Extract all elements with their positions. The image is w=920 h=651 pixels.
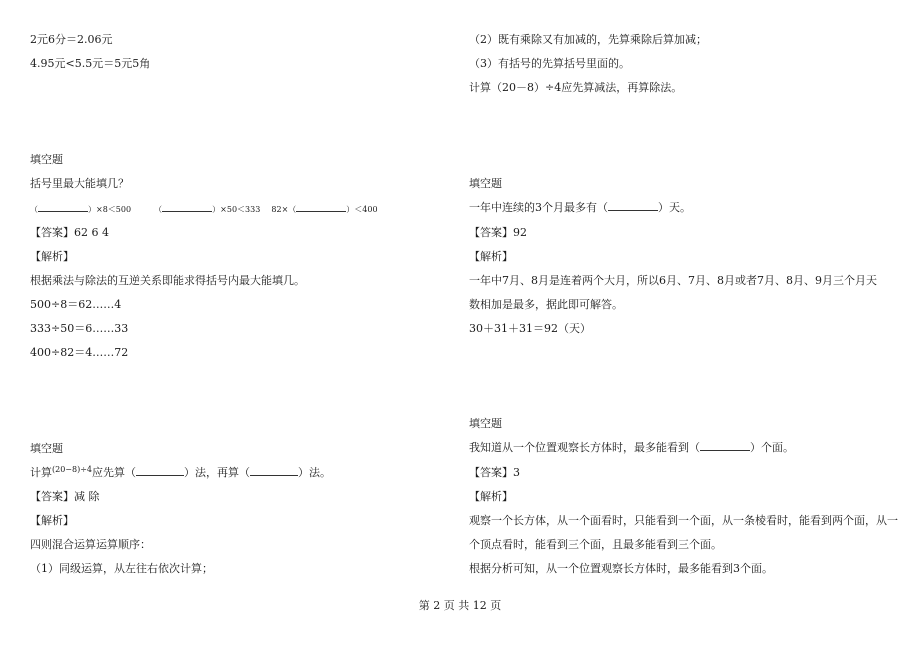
question-part: ）个面。 [750,441,794,454]
expr-part: ）＜400 [346,205,378,214]
analysis-line: 30＋31＋31＝92（天） [469,322,591,335]
analysis-label: 【解析】 [469,490,513,503]
expr-part: ）×8＜500 [88,205,132,214]
answer-blank[interactable] [162,202,212,212]
analysis-line: 500÷8＝62……4 [30,298,122,311]
analysis-line: 根据乘法与除法的互逆关系即能求得括号内最大能填几。 [30,274,305,287]
question-part: 我知道从一个位置观察长方体时，最多能看到（ [469,441,700,454]
answer-blank[interactable] [296,202,346,212]
page-footer: 第 2 页 共 12 页 [418,599,502,612]
answer-blank[interactable] [136,466,184,476]
question-text [30,466,331,481]
analysis-line: 一年中7月、8月是连着两个大月，所以6月、7月、8月或者7月、8月、9月三个月天 [469,274,877,287]
answer-blank[interactable] [608,201,658,211]
expr-part: （ [30,205,38,214]
analysis-line: 观察一个长方体，从一个面看时，只能看到一个面，从一条棱看时，能看到两个面，从一 [469,514,898,527]
question-type-label: 填空题 [469,177,502,190]
question-text: 括号里最大能填几？ [30,177,129,190]
analysis-line: 四则混合运算运算顺序： [30,538,151,551]
expr-part: （ [154,205,163,214]
question-type-label: 填空题 [469,417,502,430]
right-column [469,0,899,600]
question-part: 应先算（ [92,466,137,479]
question-part: ）法，再算（ [184,466,251,479]
analysis-line: 根据分析可知，从一个位置观察长方体时，最多能看到3个面。 [469,562,773,575]
answer-blank[interactable] [700,441,750,451]
question-text [469,441,794,455]
question-part: ）法。 [298,466,332,479]
analysis-line: 400÷82＝4……72 [30,346,129,359]
text-line: （2）既有乘除又有加减的，先算乘除后算加减； [469,33,707,46]
answer-line: 【答案】62 6 4 [30,226,109,239]
analysis-line: 333÷50＝6……33 [30,322,129,335]
question-type-label: 填空题 [30,153,63,166]
text-line: （3）有括号的先算括号里面的。 [469,57,630,70]
answer-line: 【答案】92 [469,226,527,239]
question-type-label: 填空题 [30,442,63,455]
text-line: 计算（20－8）÷4应先算减法，再算除法。 [469,81,683,94]
question-expression [30,202,378,217]
answer-line: 【答案】3 [469,466,520,479]
answer-blank[interactable] [38,202,88,212]
question-prefix: 计算 [30,466,52,479]
analysis-line: 数相加是最多，据此即可解答。 [469,298,623,311]
left-column [30,0,460,600]
expr-part: 82×（ [271,205,297,214]
analysis-label: 【解析】 [30,250,74,263]
analysis-label: 【解析】 [30,514,74,527]
analysis-label: 【解析】 [469,250,513,263]
question-text [469,201,691,215]
analysis-line: （1）同级运算，从左往右依次计算； [30,562,213,575]
analysis-line: 个顶点看时，能看到三个面，且最多能看到三个面。 [469,538,722,551]
answer-blank[interactable] [250,466,298,476]
question-part: 一年中连续的3个月最多有（ [469,201,608,214]
text-line: 2元6分＝2.06元 [30,33,113,46]
expr-part: ）×50＜333 [212,205,261,214]
question-part: ）天。 [658,201,691,214]
math-expression: (20−8)÷4 [52,465,93,474]
text-line: 4.95元<5.5元＝5元5角 [30,57,151,70]
answer-line: 【答案】减 除 [30,490,100,503]
